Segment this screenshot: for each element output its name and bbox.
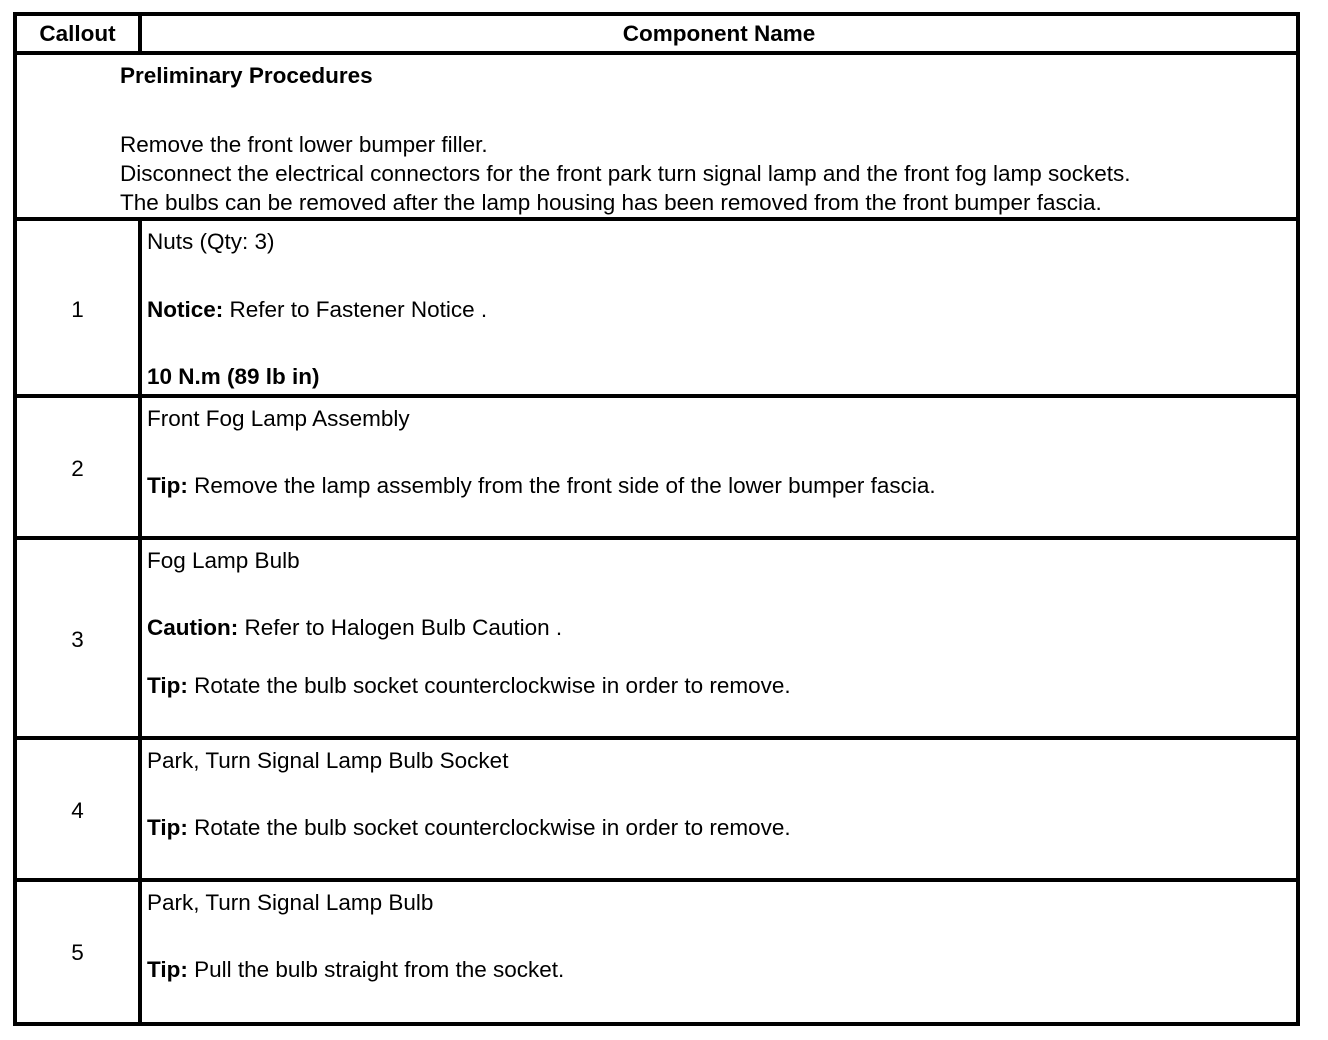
tip-text: Rotate the bulb socket counterclockwise in order to remove.: [187, 815, 791, 840]
tip-line: [147, 472, 936, 500]
tip-line: [147, 956, 564, 984]
preliminary-step: Remove the front lower bumper filler.: [120, 132, 488, 157]
caution-text: Refer to Halogen Bulb Caution .: [238, 615, 563, 640]
caution-line: [147, 614, 562, 642]
header-callout: Callout: [39, 21, 116, 46]
row-divider: [13, 394, 1300, 398]
component-name: Fog Lamp Bulb: [147, 548, 300, 573]
tip-text: Rotate the bulb socket counterclockwise in order to remove.: [187, 673, 791, 698]
callout-number: 1: [71, 297, 84, 322]
column-divider: [138, 217, 142, 1026]
row-divider: [13, 878, 1300, 882]
tip-label: Tip:: [147, 815, 188, 840]
row-divider: [13, 736, 1300, 740]
component-name: Park, Turn Signal Lamp Bulb Socket: [147, 748, 509, 773]
tip-line: [147, 672, 791, 700]
notice-line: [147, 296, 487, 324]
caution-label: Caution:: [147, 615, 239, 640]
tip-label: Tip:: [147, 957, 188, 982]
component-name: Nuts (Qty: 3): [147, 229, 275, 254]
row-divider: [13, 217, 1300, 221]
tip-text: Pull the bulb straight from the socket.: [187, 957, 565, 982]
header-divider: [13, 51, 1300, 55]
notice-label: Notice:: [147, 297, 224, 322]
notice-text: Refer to Fastener Notice .: [223, 297, 488, 322]
tip-label: Tip:: [147, 673, 188, 698]
tip-line: [147, 814, 791, 842]
callout-number: 2: [71, 456, 84, 481]
preliminary-step: Disconnect the electrical connectors for the front park turn signal lamp and the front fog lamp sockets.: [120, 161, 1131, 186]
preliminary-title: Preliminary Procedures: [120, 63, 373, 88]
callout-number: 4: [71, 798, 84, 823]
tip-label: Tip:: [147, 473, 188, 498]
callout-number: 3: [71, 627, 84, 652]
row-divider: [13, 536, 1300, 540]
component-name: Park, Turn Signal Lamp Bulb: [147, 890, 434, 915]
torque-spec: 10 N.m (89 lb in): [147, 364, 320, 389]
preliminary-step: The bulbs can be removed after the lamp housing has been removed from the front bumper fascia.: [120, 190, 1102, 215]
component-name: Front Fog Lamp Assembly: [147, 406, 410, 431]
callout-number: 5: [71, 940, 84, 965]
tip-text: Remove the lamp assembly from the front side of the lower bumper fascia.: [187, 473, 936, 498]
header-component-name: Component Name: [622, 21, 816, 46]
preliminary-steps: [120, 130, 1131, 217]
